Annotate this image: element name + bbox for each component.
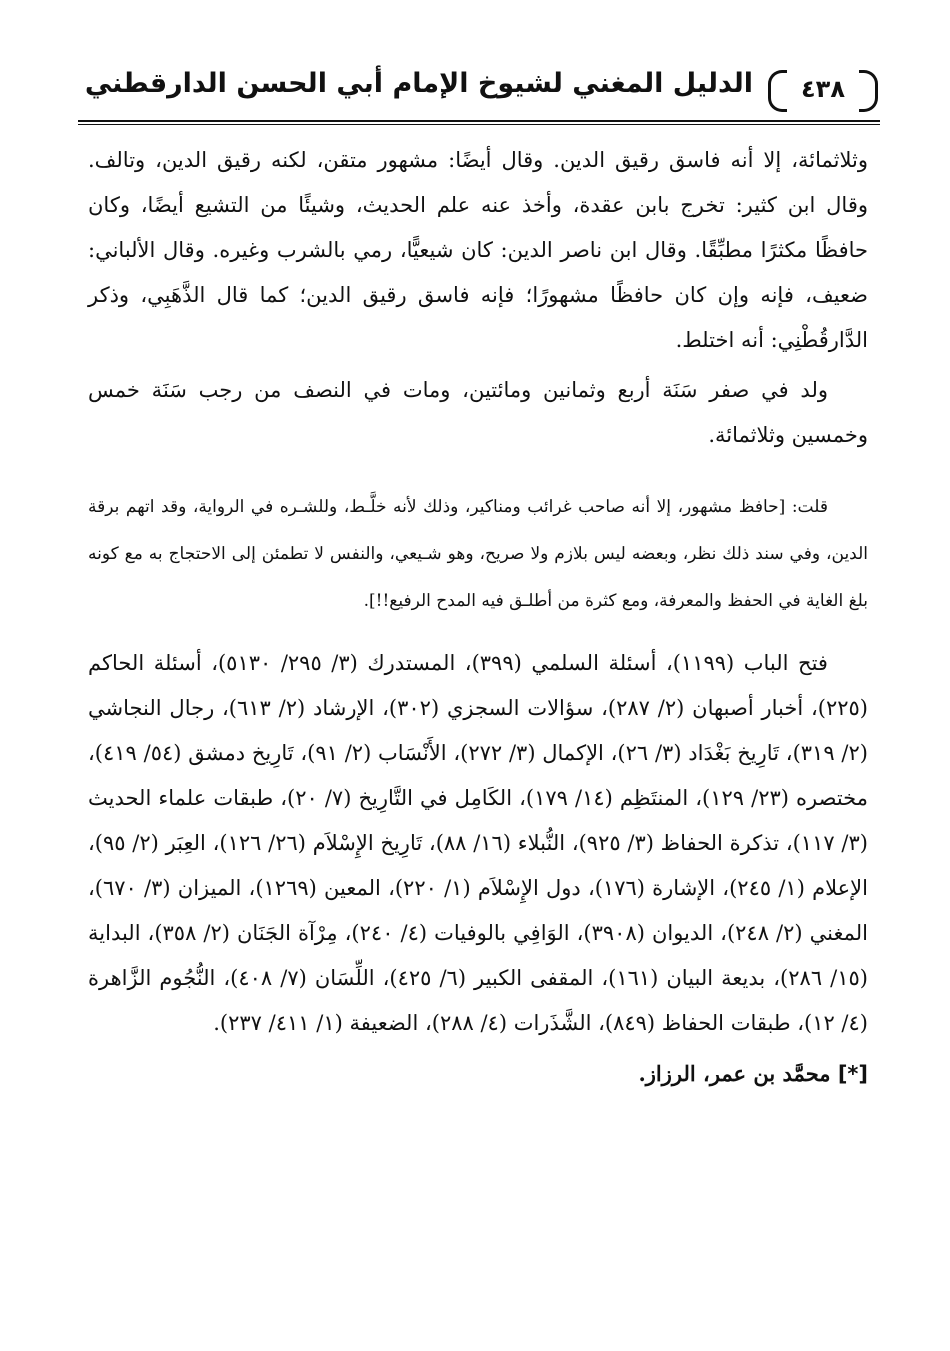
author-note-text: قلت: [حافظ مشهور، إلا أنه صاحب غرائب ومناكير، وذلك لأنه خلَّـط، وللشـره في الرواية، وقد اتهم برقة الدين، وفي سند ذلك نظر، وبعضه ليس بلازم ولا صريح، وهو شـيعي، والنفس لا تطمئن إلى الاحتجاج به مع كونه بلغ الغاية في الحفظ والمعرفة، ومع كثرة من أطلـق فيه المدح الرفيع!!]. [88, 497, 869, 611]
page-body [88, 138, 868, 1094]
birth-death-text: ولد في صفر سَنَة أربع وثمانين ومائتين، ومات في النصف من رجب سَنَة خمس وخمسين وثلاثمائة. [88, 378, 868, 447]
references-text: فتح الباب (١١٩٩)، أسئلة السلمي (٣٩٩)، المستدرك (٣/ ٢٩٥/ ٥١٣٠)، أسئلة الحاكم (٢٢٥)، أخبار أصبهان (٢/ ٢٨٧)، سؤالات السجزي (٣٠٢)، الإرشاد (٢/ ٦١٣)، رجال النجاشي (٢/ ٣١٩)، تَارِيخ بَغْدَاد (٣/ ٢٦)، الإكمال (٣/ ٢٧٢)، الأَنْسَاب (٢/ ٩١)، تَارِيخ دمشق (٥٤/ ٤١٩)، مختصره (٢٣/ ١٢٩)، المنتَظِم (١٤/ ١٧٩)، الكَامِل في التَّارِيخ (٧/ ٢٠)، طبقات علماء الحديث (٣/ ١١٧)، تذكرة الحفاظ (٣/ ٩٢٥)، النُّبلاء (١٦/ ٨٨)، تَارِيخ الإِسْلاَم (٢٦/ ١٢٦)، العِبَر (٢/ ٩٥)، الإعلام (١/ ٢٤٥)، الإشارة (١٧٦)، دول الإِسْلاَم (١/ ٢٢٠)، المعين (١٢٦٩)، الميزان (٣/ ٦٧٠)، المغني (٢/ ٢٤٨)، الديوان (٣٩٠٨)، الوَافِي بالوفيات (٤/ ٢٤٠)، مِرْآة الجَنَان (٢/ ٣٥٨)، البداية (١٥/ ٢٨٦)، بديعة البيان (١٦١)، المقفى الكبير (٦/ ٤٢٥)، اللِّسَان (٧/ ٤٠٨)، النُّجُوم الزَّاهرة (٤/ ١٢)، طبقات الحفاظ (٨٤٩)، الشَّذَرات (٤/ ٢٨٨)، الضعيفة (١/ ٤١١/ ٢٣٧). [88, 651, 868, 1035]
biography-text: وثلاثمائة، إلا أنه فاسق رقيق الدين. وقال أيضًا: مشهور متقن، لكنه رقيق الدين، وتالف. وقال ابن كثير: تخرج بابن عقدة، وأخذ عنه علم الحديث، وشيئًا من التشيع أيضًا، وكان حافظًا مكثرًا مطبِّقًا. وقال ابن ناصر الدين: كان شيعيًّا، رمي بالشرب وغيره. وقال الألباني: ضعيف، فإنه وإن كان حافظًا مشهورًا؛ فإنه فاسق رقيق الدين؛ كما قال الذَّهَبِي، وذكر الدَّارقُطْنِي: أنه اختلط. [88, 148, 868, 352]
header-rule-thin [78, 124, 880, 125]
biography-paragraph [88, 138, 868, 363]
references-paragraph [88, 641, 868, 1046]
next-entry-heading [88, 1054, 868, 1094]
running-title: الدليل المغني لشيوخ الإمام أبي الحسن الدارقطني [84, 68, 753, 99]
frame-bracket-left [768, 70, 787, 112]
next-entry-name: محمَّد بن عمر، الرزاز. [638, 1061, 831, 1086]
page-number: ٤٣٨ [801, 75, 845, 103]
author-note-paragraph [88, 484, 868, 625]
page-header [78, 60, 878, 116]
page-number-frame [768, 70, 878, 108]
frame-bracket-right [859, 70, 878, 112]
header-rule [78, 120, 880, 122]
birth-death-paragraph [88, 368, 868, 458]
entry-star-marker: [*] [837, 1062, 868, 1086]
